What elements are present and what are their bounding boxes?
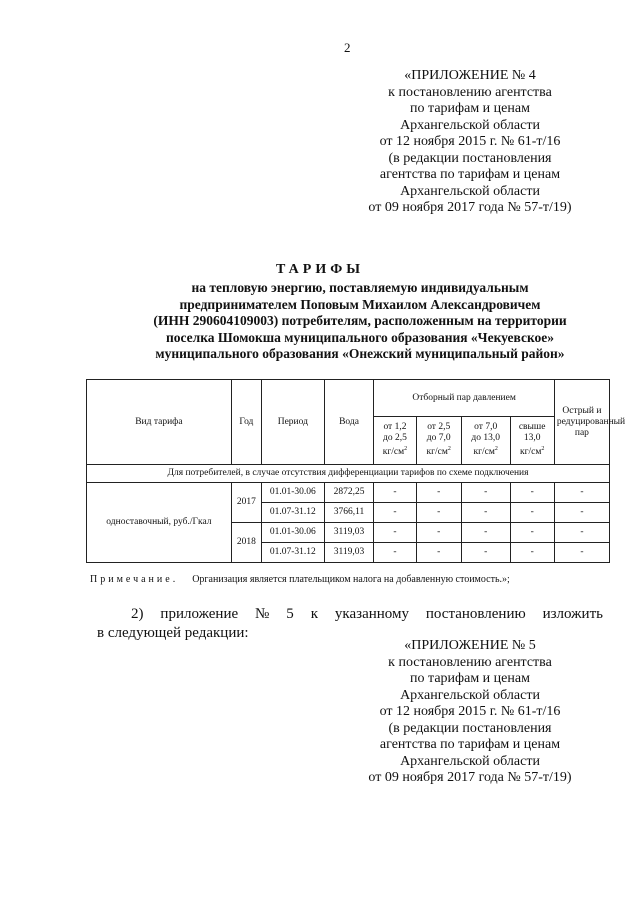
steam-range: от 7,0 <box>474 422 498 433</box>
paragraph-line-1 <box>97 605 603 624</box>
appendix-line: Архангельской области <box>400 183 540 199</box>
appendix-line: к постановлению агентства <box>388 654 552 670</box>
appendix-line: (в редакции постановления <box>388 150 552 166</box>
appendix-line: агентства по тарифам и ценам <box>379 167 561 182</box>
header-year: Год <box>231 380 261 465</box>
tariffs-table <box>86 379 626 563</box>
subtitle-line: (ИНН 290604109003) потребителям, расположенным на территории <box>153 313 567 328</box>
appendix-line: Архангельской области <box>400 117 540 133</box>
header-steam-3 <box>461 417 510 465</box>
water-cell: 2872,25 <box>324 483 374 503</box>
appendix-line: Архангельской области <box>400 687 540 703</box>
value-cell: - <box>510 503 554 523</box>
value-cell: - <box>374 543 416 563</box>
paragraph-line-2: в следующей редакции: <box>97 625 249 641</box>
steam-unit: $кг/см^2$ <box>519 446 545 458</box>
appendix-line: по тарифам и ценам <box>410 101 530 116</box>
page-number: 2 <box>344 40 351 55</box>
appendix-line: от 12 ноября 2015 г. № 61-т/16 <box>379 704 561 719</box>
header-water: Вода <box>324 380 374 465</box>
value-cell: - <box>374 503 416 523</box>
value-cell: - <box>416 543 461 563</box>
appendix-line: Архангельской области <box>400 753 540 769</box>
header-steam-4 <box>510 417 554 465</box>
value-cell: - <box>416 503 461 523</box>
steam-unit: $кг/см^2$ <box>426 446 451 458</box>
header-tariff-type: Вид тарифа <box>87 380 232 465</box>
period-cell: 01.07-31.12 <box>262 543 325 563</box>
subtitle-line: предпринимателем Поповым Михаилом Александровичем <box>179 296 541 312</box>
value-cell: - <box>461 543 510 563</box>
table-note <box>90 574 510 585</box>
appendix-4-header <box>330 68 610 217</box>
period-cell: 01.01-30.06 <box>262 523 325 543</box>
paragraph-word: 5 <box>286 606 294 622</box>
appendix-line: «ПРИЛОЖЕНИЕ № 4 <box>404 68 536 83</box>
value-cell: - <box>416 483 461 503</box>
appendix-line: от 12 ноября 2015 г. № 61-т/16 <box>379 134 561 149</box>
water-cell: 3766,11 <box>324 503 374 523</box>
paragraph-word: указанному <box>334 606 409 622</box>
appendix-line: агентства по тарифам и ценам <box>379 737 561 752</box>
steam-range: до 13,0 <box>471 433 500 444</box>
paragraph-word: № <box>255 606 270 622</box>
paragraph-word: изложить <box>542 606 603 622</box>
water-cell: 3119,03 <box>324 523 374 543</box>
appendix-line: (в редакции постановления <box>388 720 552 736</box>
water-cell: 3119,03 <box>324 543 374 563</box>
appendix-5-header <box>330 638 610 787</box>
header-steam-1 <box>374 417 416 465</box>
header-steam-group: Отборный пар давлением <box>374 380 554 417</box>
value-cell: - <box>374 523 416 543</box>
subtitle-line: поселка Шомокша муниципального образования «Чекуевское» <box>165 329 555 345</box>
table-row <box>87 483 610 503</box>
period-cell: 01.07-31.12 <box>262 503 325 523</box>
header-steam-2 <box>416 417 461 465</box>
appendix-line: «ПРИЛОЖЕНИЕ № 5 <box>404 638 536 653</box>
appendix-line: по тарифам и ценам <box>410 671 530 686</box>
value-cell: - <box>510 523 554 543</box>
value-cell: - <box>374 483 416 503</box>
steam-range: свыше <box>518 422 546 433</box>
appendix-line: от 09 ноября 2017 года № 57-т/19) <box>368 770 572 785</box>
appendix-line: от 09 ноября 2017 года № 57-т/19) <box>368 200 572 215</box>
value-cell: - <box>554 523 609 543</box>
header-sharp-steam <box>554 380 626 465</box>
group-row: Для потребителей, в случае отсутствия дифференциации тарифов по схеме подключения <box>87 465 610 483</box>
header-period: Период <box>262 380 325 465</box>
year-cell: 2018 <box>231 523 261 563</box>
note-label: Примечание. <box>90 574 179 585</box>
period-cell: 01.01-30.06 <box>262 483 325 503</box>
paragraph-word: к <box>310 606 318 622</box>
subtitle-line: на тепловую энергию, поставляемую индивидуальным <box>191 280 529 295</box>
document-subtitle <box>100 280 620 363</box>
value-cell: - <box>554 503 609 523</box>
subtitle-line: муниципального образования «Онежский муниципальный район» <box>155 346 565 361</box>
header-sharp-line: редуцированный <box>556 416 626 427</box>
value-cell: - <box>416 523 461 543</box>
note-text: Организация является плательщиком налога на добавленную стоимость.»; <box>192 574 510 585</box>
paragraph-word: 2) <box>131 606 144 622</box>
paragraph-word: приложение <box>160 606 239 622</box>
steam-range: 13,0 <box>523 433 541 444</box>
tariff-type-cell: одноставочный, руб./Гкал <box>87 483 232 563</box>
steam-range: от 2,5 <box>427 422 451 433</box>
paragraph-word: постановлению <box>425 606 526 622</box>
year-cell: 2017 <box>231 483 261 523</box>
steam-unit: $кг/см^2$ <box>382 446 408 458</box>
steam-range: от 1,2 <box>383 422 407 433</box>
value-cell: - <box>554 543 609 563</box>
steam-range: до 7,0 <box>426 433 451 444</box>
header-sharp-line: Острый и <box>562 405 602 416</box>
steam-unit: $кг/см^2$ <box>473 446 498 458</box>
appendix-line: к постановлению агентства <box>388 84 552 100</box>
header-sharp-line: пар <box>574 427 589 438</box>
value-cell: - <box>461 523 510 543</box>
document-title: ТАРИФЫ <box>276 262 364 277</box>
value-cell: - <box>510 483 554 503</box>
value-cell: - <box>461 503 510 523</box>
value-cell: - <box>554 483 609 503</box>
steam-range: до 2,5 <box>383 433 407 444</box>
value-cell: - <box>510 543 554 563</box>
value-cell: - <box>461 483 510 503</box>
